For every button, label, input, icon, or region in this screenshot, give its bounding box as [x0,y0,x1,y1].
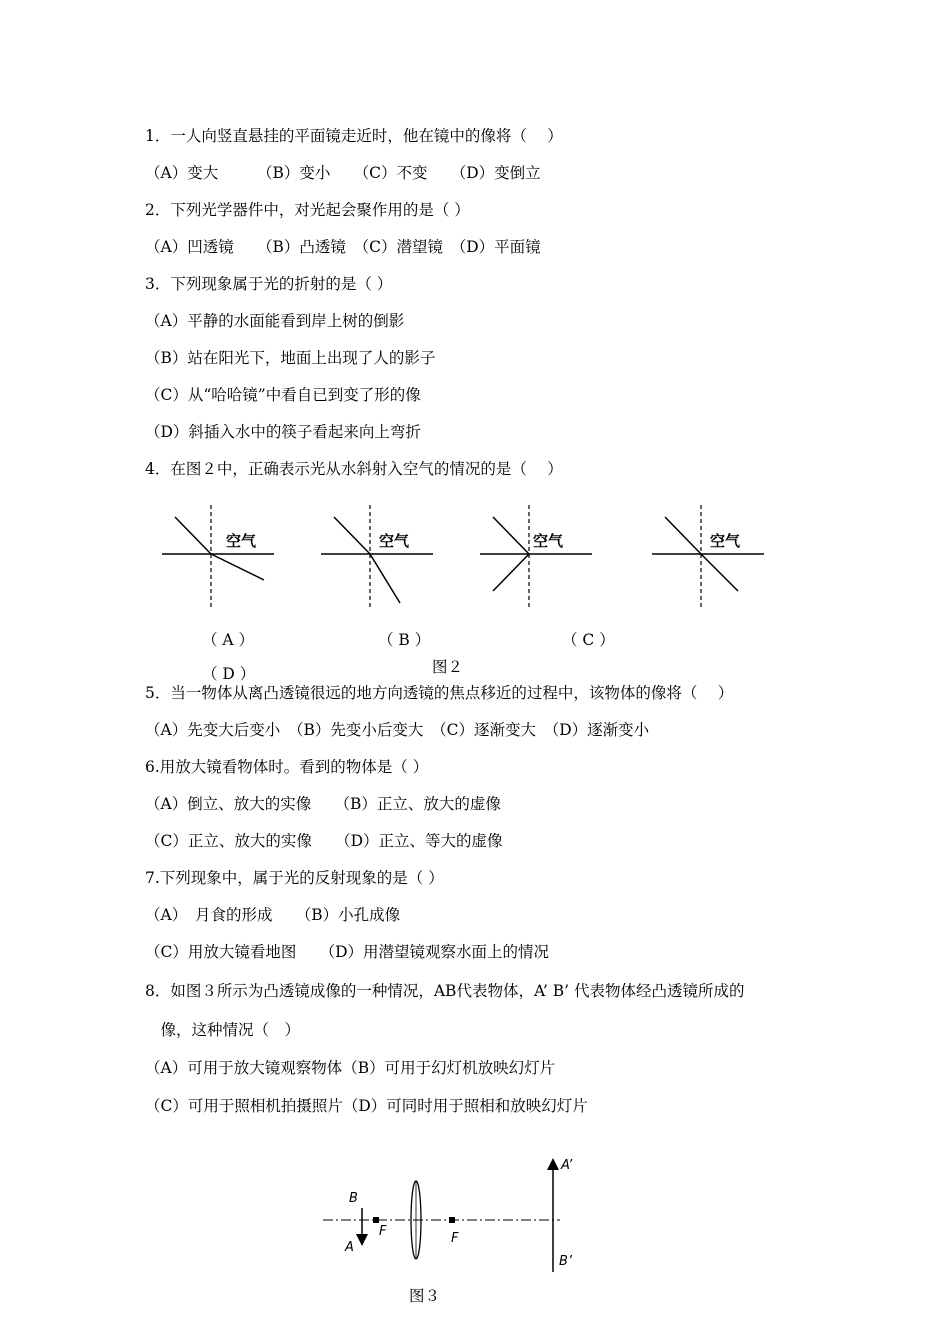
figure-label-b: （ B ） [378,631,431,649]
answer-option: （A）平静的水面能看到岸上树的倒影 [145,312,405,330]
question-line: 7.下列现象中，属于光的反射现象的是（ ） [145,869,444,887]
object-arrowhead [356,1234,368,1246]
air-label: 空气 [379,532,410,550]
answer-options: （A）倒立、放大的实像 （B）正立、放大的虚像 [145,795,501,813]
refraction-diagram-a [162,505,274,607]
figure-label-d: （ D ） [202,665,256,683]
focal-point-right [449,1217,455,1223]
label-f-left: F [379,1224,387,1239]
air-label: 空气 [710,532,741,550]
figure-3-lens-diagram [315,1150,615,1280]
label-f-right: F [451,1231,459,1246]
answer-option: （C）从“哈哈镜”中看自已到变了形的像 [145,386,421,404]
air-label: 空气 [533,532,564,550]
figure-2-caption: 图２ [432,658,464,676]
question-line: 5．当一物体从离凸透镜很远的地方向透镜的焦点移近的过程中，该物体的像将（ ） [145,684,734,702]
answer-option: （D）斜插入水中的筷子看起来向上弯折 [145,423,421,441]
question-line: 像，这种情况（ ） [145,1021,301,1039]
answer-options: （A） 月食的形成 （B）小孔成像 [145,906,401,924]
answer-options: （C）正立、放大的实像 （D）正立、等大的虚像 [145,832,503,850]
question-line: 1．一人向竖直悬挂的平面镜走近时，他在镜中的像将（ ） [145,127,563,145]
figure-2-diagrams [150,500,780,615]
label-a-prime: A’ [561,1158,573,1173]
question-line: 8．如图３所示为凸透镜成像的一种情况，AB代表物体，A’ B’ 代表物体经凸透镜所成的 [145,982,745,1000]
answer-options: （A）先变大后变小 （B）先变小后变大 （C）逐渐变大 （D）逐渐变小 [145,721,650,739]
answer-options: （C）用放大镜看地图 （D）用潜望镜观察水面上的情况 [145,943,550,961]
label-b-prime: B’ [559,1254,573,1269]
answer-options: （A）凹透镜 （B）凸透镜 （C）潜望镜 （D）平面镜 [145,238,541,256]
refraction-diagram-b [321,505,433,607]
label-a: A [345,1240,354,1255]
question-line: 3．下列现象属于光的折射的是（ ） [145,275,393,293]
label-b: B [349,1191,358,1206]
figure-label-c: （ C ） [562,631,615,649]
focal-point-left [373,1217,379,1223]
answer-options: （A）可用于放大镜观察物体（B）可用于幻灯机放映幻灯片 [145,1059,556,1077]
answer-options: （C）可用于照相机拍摄照片（D）可同时用于照相和放映幻灯片 [145,1097,588,1115]
question-line: 4．在图２中，正确表示光从水斜射入空气的情况的是（ ） [145,460,563,478]
answer-option: （B）站在阳光下，地面上出现了人的影子 [145,349,436,367]
figure-3-caption: 图３ [409,1287,441,1305]
question-line: 6.用放大镜看物体时。看到的物体是（ ） [145,758,429,776]
refraction-diagram-c [480,505,592,607]
question-line: 2．下列光学器件中，对光起会聚作用的是（ ） [145,201,470,219]
image-arrowhead [547,1158,559,1170]
refraction-diagram-d [652,505,764,607]
figure-label-a: （ A ） [202,631,255,649]
air-label: 空气 [226,532,257,550]
answer-options: （A）变大 （B）变小 （C）不变 （D）变倒立 [145,164,541,182]
